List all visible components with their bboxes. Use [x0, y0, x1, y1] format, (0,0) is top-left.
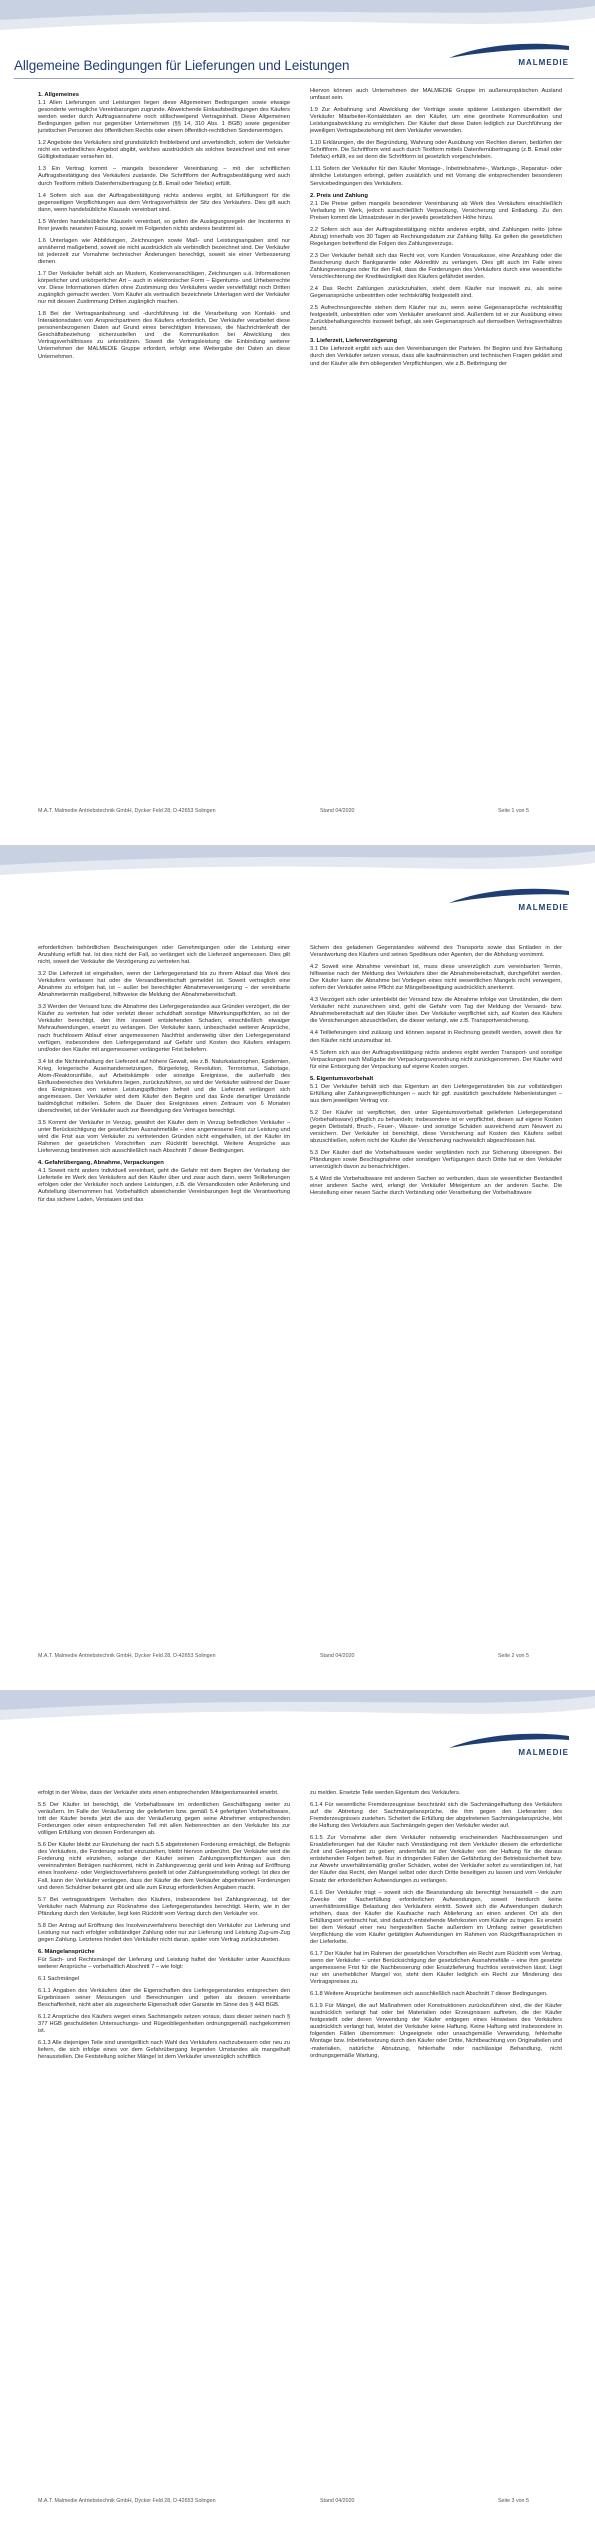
header-band — [0, 845, 595, 881]
footer-date: Stand 04/2020 — [320, 2498, 355, 2504]
clause-paragraph: 6.1.3 Alle diejenigen Teile sind unentgeltlich nach Wahl des Verkäufers nachzubessern oder neu zu liefern, die sich infolge eines vor dem Gefahrübergang liegenden Umstandes als mangelhaft herausstellen. Die Feststellung solcher Mängel ist dem Verkäufer unverzüglich schriftlich — [38, 2040, 290, 2061]
page-3 — [0, 1690, 595, 2535]
clause-paragraph: Hiervon können auch Unternehmen der MALMEDIE Gruppe im außereuropäischen Ausland umfasst sein. — [310, 88, 562, 102]
clause-paragraph: 4.2 Soweit eine Abnahme vereinbart ist, muss diese unverzüglich zum vereinbarten Termin, hilfsweise nach der Meldung des Verkäufers über die Abnahmebereitschaft, durchgeführt werden. Der Käufer kann die Abnahme bei Vorliegen eines nicht wesentlichen Mangels nicht verweigern, sofern der Verkäufer seine Pflicht zur Mängelbeseitigung ausdrücklich anerkennt. — [310, 964, 562, 992]
clause-paragraph: 2.2 Sofern sich aus der Auftragsbestätigung nichts anderes ergibt, sind Zahlungen netto (ohne Abzug) innerhalb von 30 Tagen ab Rechnungsdatum zur Zahlung fällig. Es gelten die gesetzlichen Regelungen betreffend die Folgen des Zahlungsverzugs. — [310, 226, 562, 247]
page-2 — [0, 845, 595, 1690]
page-title: Allgemeine Bedingungen für Lieferungen und Leistungen — [14, 58, 350, 73]
footer-company: M.A.T. Malmedie Antriebstechnik GmbH, Dycker Feld 28, D-42653 Solingen — [38, 1653, 216, 1659]
clause-paragraph: 1.5 Werden handelsübliche Klauseln vereinbart, so gelten die Auslegungsregeln der Incoterms in ihrer jeweils neuesten Fassung, soweit im Folgenden nichts anderes bestimmt ist. — [38, 218, 290, 232]
clause-paragraph: zu melden. Ersetzte Teile werden Eigentum des Verkäufers. — [310, 1790, 461, 1796]
clause-paragraph: 5.4 Wird die Vorbehaltsware mit anderen Sachen so verbunden, dass sie wesentlicher Bestandteil einer anderen Sache wird, erlangt der Verkäufer Miteigentum an der anderen Sache. Die Herstellung einer neuen Sache durch Verbindung oder Verarbeitung der Vorbehaltsware — [310, 1176, 562, 1197]
clause-paragraph: 1.1 Allen Lieferungen und Leistungen liegen diese Allgemeinen Bedingungen sowie etwaige gesonderte vertragliche Vereinbarungen zugrunde. Abweichende Einkaufsbedingungen des Käufers werden weder durch Auftragsannahme noch stillschweigend Vertragsinhalt. Diese Allgemeinen Bedingungen gelten nur gegenüber Unternehmen (§§ 14, 310 Abs. 1 BGB) sowie gegenüber juristischen Personen des öffentlichen Rechts oder einem öffentlich-rechtlichen Sondervermögen. — [38, 100, 290, 135]
footer-date: Stand 04/2020 — [320, 1653, 355, 1659]
right-column — [310, 88, 562, 793]
clause-paragraph: 4.3 Verzögert sich oder unterbleibt der Versand bzw. die Abnahme infolge von Umständen, die dem Verkäufer nicht zuzurechnen sind, geht die Gefahr vom Tag der Meldung der Versand- bzw. Abnahmebereitschaft auf den Käufer über. Der Verkäufer verpflichtet sich, auf Kosten des Käufers die Versicherungen abzuschließen, die dieser verlangt, wie z.B. Transportversicherung. — [310, 997, 562, 1025]
clause-paragraph: 2.1 Die Preise gelten mangels besonderer Vereinbarung ab Werk des Verkäufers einschließlich Verladung im Werk, jedoch ausschließlich Verpackung, Versicherung und Entladung. Zu den Preisen kommt die Umsatzsteuer in der jeweils gesetzlichen Höhe hinzu. — [310, 200, 562, 221]
clause-paragraph: 3.4 Ist die Nichteinhaltung der Lieferzeit auf höhere Gewalt, wie z.B. Naturkatastrophen, Epidemien, Krieg, kriegerische Auseinandersetzungen, Bürgerkrieg, Revolution, Terrorismus, Sabotage, Atom-/Reaktorunfälle, auf Arbeitskämpfe oder sonstige Ereignisse, die außerhalb des Einflussbereiches des Verkäufers liegen, zurückzuführen, so wird der Verkäufer während der Dauer des Ereignisses von seinen Leistungspflichten befreit und die Lieferzeit verlängert sich angemessen. Der Verkäufer wird dem Käufer den Beginn und das Ende derartiger Umstände baldmöglichst mitteilen. Sofern die Dauer des Ereignisses einen Zeitraum von 6 Monaten überschreitet, ist der Verkäufer auch zur Beendigung des Vertrages berechtigt. — [38, 1058, 290, 1114]
clause-paragraph: 1.9 Zur Anbahnung und Abwicklung der Verträge sowie späterer Leistungen übermittelt der Verkäufer Mitarbeiter-Kontaktdaten an den Käufer, um eine geordnete Kommunikation und Leistungsabwicklung zu ermöglichen. Der Käufer darf diese Daten lediglich zur Durchführung der jeweiligen Vertragsbeziehung mit dem Verkäufer verwenden. — [310, 107, 562, 135]
clause-paragraph: 6.1.2 Ansprüche des Käufers wegen eines Sachmangels setzen voraus, dass dieser seinen nach § 377 HGB geschuldeten Untersuchungs- und Rügeobliegenheiten ordnungsgemäß nachgekommen ist. — [38, 2014, 290, 2035]
clause-paragraph: 6.1.5 Zur Vornahme aller dem Verkäufer notwendig erscheinenden Nachbesserungen und Ersatzlieferungen hat der Käufer nach Verständigung mit dem Verkäufer diesem die erforderliche Zeit und Gelegenheit zu geben; andernfalls ist der Verkäufer von der Haftung für die daraus entstehenden Folgen befreit. Nur in dringenden Fällen der Gefährdung der Betriebssicherheit bzw. zur Abwehr unverhältnismäßig großer Schäden, wobei der Verkäufer sofort zu verständigen ist, hat der Käufer das Recht, den Mangel selbst oder durch Dritte beseitigen zu lassen und vom Verkäufer Ersatz der erforderlichen Aufwendungen zu verlangen. — [310, 1835, 562, 1884]
clause-paragraph: 5.8 Der Antrag auf Eröffnung des Insolvenzverfahrens berechtigt den Verkäufer zur Lieferung und Leistung nur nach erfolgter vollständiger Zahlung oder nur zur Lieferung und Leistung Zug-um-Zug gegen Zahlung. Letzteres hindert den Verkäufer nicht daran, später vom Vertrag zurückzutreten. — [38, 1922, 290, 1943]
clause-paragraph: 1.4 Sofern sich aus der Auftragsbestätigung nichts anderes ergibt, ist Erfüllungsort für die gegenseitigen Verpflichtungen aus dem Vertragsverhältnis der Sitz des Verkäufers. Dies gilt auch dann, wenn handelsübliche Klauseln vereinbart sind. — [38, 192, 290, 213]
clause-paragraph: 4.1 Soweit nicht anders individuell vereinbart, geht die Gefahr mit dem Beginn der Verladung der Lieferteile im Werk des Verkäufers auf den Käufer über und zwar auch dann, wenn Teillieferungen erfolgen oder der Verkäufer noch andere Leistungen, z.B. die Versandkosten oder Anlieferung und Aufstellung übernommen hat. Vorbehaltlich abweichender Vereinbarungen liegt die Verantwortung für das sichere Laden, Verstauen und das — [38, 1168, 290, 1203]
clause-paragraph: 6.1.1 Angaben des Verkäufers über die Eigenschaften des Liefergegenstandes entsprechen den Ergebnissen seiner Messungen und Berechnungen und gelten als dessen vereinbarte Beschaffenheit, nicht aber als zugesicherte Eigenschaft oder Garantie im Sinne des § 443 BGB. — [38, 1988, 290, 2009]
clause-paragraph: 3.2 Die Lieferzeit ist eingehalten, wenn der Liefergegenstand bis zu ihrem Ablauf das Werk des Verkäufers verlassen hat oder die Versandbereitschaft gemeldet ist. Soweit vertraglich eine Abnahme zu erfolgen hat, ist – außer bei berechtigter Abnahmeverweigerung – der vereinbarte Abnahmetermin maßgebend, hilfsweise die Meldung der Abnahmebereitschaft. — [38, 971, 290, 999]
clause-paragraph: Für Sach- und Rechtsmängel der Lieferung und Leistung haftet der Verkäufer unter Ausschluss weiterer Ansprüche – vorbehaltlich Abschnitt 7 – wie folgt: — [38, 1956, 290, 1970]
clause-paragraph: 6.1.8 Weitere Ansprüche bestimmen sich ausschließlich nach Abschnitt 7 dieser Bedingungen. — [310, 1991, 548, 1998]
section-heading: 4. Gefahrübergang, Abnahme, Verpackungen — [38, 1160, 164, 1167]
clause-paragraph: 1.7 Der Verkäufer behält sich an Mustern, Kostenvoranschlägen, Zeichnungen u.ä. Informationen körperlicher und unkörperlicher Art – auch in elektronischer Form – Eigentums- und Urheberrechte vor. Diese Informationen dürfen ohne Zustimmung des Verkäufers weder vervielfältigt noch Dritten zugänglich gemacht werden. Vom Käufer als vertraulich bezeichnete Unterlagen wird der Verkäufer nur mit dessen Zustimmung Dritten zugänglich machen. — [38, 270, 290, 306]
footer-page-number: Seite 1 von 5 — [498, 808, 529, 814]
left-column — [38, 945, 290, 1640]
section-heading: 6. Mängelansprüche — [38, 1948, 95, 1955]
clause-paragraph: 6.1.4 Für wesentliche Fremderzeugnisse beschränkt sich die Sachmängelhaftung des Verkäufers auf die Abtretung der Sachmängelansprüche, die ihm gegen den Lieferanten des Fremderzeugnisses zustehen. Scheitert die Erfüllung der abgetretenen Sachmängelansprüche, lebt die Haftung des Verkäufers aus Sachmängeln gegen den Verkäufer wieder auf. — [310, 1802, 562, 1830]
clause-paragraph: 5.2 Der Käufer ist verpflichtet, den unter Eigentumsvorbehalt gelieferten Liefergegenstand (Vorbehaltsware) pfleglich zu behandeln; insbesondere ist er verpflichtet, diesen auf eigene Kosten gegen Diebstahl, Bruch-, Feuer-, Wasser- und sonstige Schäden ausreichend zum Neuwert zu versichern. Der Verkäufer ist berechtigt, diese Versicherung auf Kosten des Käufers selbst abzuschließen, sofern nicht der Käufer die Versicherung nachweislich abgeschlossen hat. — [310, 1109, 562, 1145]
clause-paragraph: 1.10 Erklärungen, die der Begründung, Wahrung oder Ausübung von Rechten dienen, bedürfen der Schriftform. Die Schriftform wird auch durch Textform mittels Datenfernübertragung (z.B. Email oder Telefax) erfüllt, es sei denn die Schriftform ist gesetzlich vorgeschrieben. — [310, 140, 562, 161]
clause-paragraph: 6.1 Sachmängel — [38, 1976, 80, 1983]
footer-date: Stand 04/2020 — [320, 808, 355, 814]
malmedie-logo: MALMEDIE — [429, 885, 569, 913]
clause-paragraph: erforderlichen behördlichen Bescheinigungen oder Genehmigungen oder die Leistung einer Anzahlung erfüllt hat. Ist dies nicht der Fall, so verlängert sich die Lieferzeit angemessen. Dies gilt nicht, soweit der Verkäufer die Verzögerung zu vertreten hat. — [38, 945, 290, 966]
page-1 — [0, 0, 595, 845]
right-column — [310, 1790, 562, 2485]
header-band — [0, 0, 595, 36]
clause-paragraph: 6.1.9 Für Mängel, die auf Maßnahmen oder Konstruktionen zurückzuführen sind, die der Käufer ausdrücklich verlangt hat oder bei Materialien oder Erzeugnissen auftreten, die der Käufer festgestellt oder deren Verwendung der Käufer entgegen eines Hinweises des Verkäufers ausdrücklich verlangt hat, leistet der Verkäufer keine Haftung. Keine Haftung wird insbesondere in folgenden Fällen übernommen: Ungeeignete oder unsachgemäße Verwendung, fehlerhafte Montage bzw. Inbetriebsetzung durch den Käufer oder Dritte, Nichtbeachtung von Originalteilen und -materialien, natürliche Abnutzung, fehlerhafte oder nachlässige Behandlung, nicht ordnungsgemäße Wartung, — [310, 2003, 562, 2059]
clause-paragraph: 3.1 Die Lieferzeit ergibt sich aus den Vereinbarungen der Parteien. Ihr Beginn und ihre Einhaltung durch den Verkäufer setzen voraus, dass alle kaufmännischen und technischen Fragen geklärt sind und der Käufer alle ihm obliegenden Verpflichtungen, wie z.B. Beibringung der — [310, 346, 562, 367]
clause-paragraph: 1.11 Sofern der Verkäufer für den Käufer Montage-, Inbetriebnahme-, Wartungs-, Reparatur- oder ähnliche Leistungen erbringt, gelten zusätzlich und mit Vorrang die entsprechenden besonderen Servicebedingungen des Verkäufers. — [310, 166, 562, 187]
clause-paragraph: 5.3 Der Käufer darf die Vorbehaltsware weder verpfänden noch zur Sicherung übereignen. Bei Pfändungen sowie Beschlagnahme oder sonstigen Verfügungen durch Dritte hat er den Verkäufer unverzüglich davon zu benachrichtigen. — [310, 1150, 562, 1171]
clause-paragraph: 1.6 Unterlagen wie Abbildungen, Zeichnungen sowie Maß- und Leistungsangaben sind nur annähernd maßgebend, soweit sie nicht ausdrücklich als verbindlich bezeichnet sind. Der Verkäufer ist jederzeit zur Vornahme technischer Änderungen berechtigt, soweit sie einer Verbesserung dienen. — [38, 237, 290, 265]
clause-paragraph: 5.7 Bei vertragswidrigem Verhalten des Käufers, insbesondere bei Zahlungsverzug, ist der Verkäufer nach Mahnung zur Rücknahme des Liefergegenstandes berechtigt. Hierin, wie in der Pfändung durch den Verkäufer, liegt kein Rücktritt vom Vertrag durch den Verkäufer vor. — [38, 1896, 290, 1917]
clause-paragraph: 2.4 Das Recht Zahlungen zurückzuhalten, steht dem Käufer nur insoweit zu, als seine Gegenansprüche unbestritten oder rechtskräftig festgestellt sind. — [310, 286, 562, 300]
left-column — [38, 1790, 290, 2485]
clause-paragraph: 5.6 Der Käufer bleibt zur Einziehung der nach 5.5 abgetretenen Forderung ermächtigt, die Befugnis des Verkäufers, die Forderung selbst einzuziehen, bleibt hiervon unberührt. Der Verkäufer wird die Forderung nicht einziehen, solange der Käufer seinen Zahlungsverpflichtungen aus den vereinnahmten Beträgen nachkommt, nicht in Zahlungsverzug gerät und kein Antrag auf Eröffnung eines Insolvenz- oder Vergleichsverfahrens gestellt ist oder Zahlungseinstellung vorliegt. Ist dies der Fall, kann der Verkäufer verlangen, dass der Käufer die dem Verkäufer abgetretenen Forderungen und deren Schuldner bekannt gibt und alle zum Einzug erforderlichen Angaben macht. — [38, 1842, 290, 1891]
footer-company: M.A.T. Malmedie Antriebstechnik GmbH, Dycker Feld 28, D-42653 Solingen — [38, 808, 216, 814]
clause-paragraph: 1.2 Angebote des Verkäufers sind grundsätzlich freibleibend und unverbindlich, sofern der Verkäufer nicht ein verbindliches Angebot abgibt, welches ausdrücklich als solches bezeichnet und mit einer Gültigkeitsdauer versehen ist. — [38, 140, 290, 161]
footer-company: M.A.T. Malmedie Antriebstechnik GmbH, Dycker Feld 28, D-42653 Solingen — [38, 2498, 216, 2504]
title-rule — [14, 78, 574, 79]
clause-paragraph: 5.1 Der Verkäufer behält sich das Eigentum an den Liefergegenständen bis zur vollständigen Erfüllung aller Zahlungsverpflichtungen – auch für ggf. zusätzlich geschuldete Nebenleistungen – aus dem jeweiligen Vertrag vor. — [310, 1083, 562, 1104]
clause-paragraph: 2.5 Aufrechnungsrechte stehen dem Käufer nur zu, wenn seine Gegenansprüche rechtskräftig festgestellt, unbestritten oder vom Verkäufer anerkannt sind. Außerdem ist er zur Ausübung eines Zurückbehaltungsrechts insoweit befugt, als sein Gegenanspruch auf demselben Vertragsverhältnis beruht. — [310, 305, 562, 333]
header-band — [0, 1690, 595, 1726]
malmedie-logo: MALMEDIE — [429, 1730, 569, 1758]
clause-paragraph: 6.1.7 Der Käufer hat im Rahmen der gesetzlichen Vorschriften ein Recht zum Rücktritt vom Vertrag, wenn der Verkäufer – unter Berücksichtigung der gesetzlichen Ausnahmefälle – eine ihm gesetzte angemessene Frist für die Nachbesserung oder Ersatzlieferung fruchtlos verstreichen lässt. Liegt nur ein unerheblicher Mangel vor, steht dem Käufer lediglich ein Recht zur Minderung des Vertragspreises zu. — [310, 1950, 562, 1986]
section-heading: 2. Preis und Zahlung — [310, 192, 368, 199]
left-column — [38, 88, 290, 793]
clause-paragraph: 6.1.6 Der Verkäufer trägt – soweit sich die Beanstandung als berechtigt herausstellt – die zum Zwecke der Nacherfüllung erforderlichen Aufwendungen, soweit hierdurch keine unverhältnismäßige Belastung des Verkäufers eintritt. Soweit sich die Aufwendungen dadurch erhöhen, dass der Käufer die Kaufsache nach Ablieferung an einen anderen Ort als den Erfüllungsort verbracht hat, sind dadurch entstehende Mehrkosten vom Käufer zu tragen. Es ersetzt bei dem Verkauf einer neu hergestellten Sache außerdem im Umfang seiner gesetzlichen Verpflichtung die vom Käufer getätigten Aufwendungen im Rahmen von Rückgriffsansprüchen in der Lieferkette. — [310, 1889, 562, 1945]
malmedie-logo: MALMEDIE — [429, 40, 569, 68]
section-heading: 5. Eigentumsvorbehalt — [310, 1075, 374, 1082]
footer-page-number: Seite 3 von 5 — [498, 2498, 529, 2504]
section-heading: 1. Allgemeines — [38, 92, 80, 98]
clause-paragraph: Sichern des geladenen Gegenstandes während des Transports sowie das Entladen in der Verantwortung des Käufers und seines Spediteurs oder Agenten, der die Abholung vornimmt. — [310, 945, 562, 959]
clause-paragraph: 4.4 Teillieferungen sind zulässig und können separat in Rechnung gestellt werden, soweit dies für den Käufer nicht unzumutbar ist. — [310, 1030, 562, 1044]
clause-paragraph: 1.3 Ein Vertrag kommt – mangels besonderer Vereinbarung – mit der schriftlichen Auftragsbestätigung des Verkäufers zustande. Die Schriftform der Auftragsbestätigung wird auch durch Textform mittels Datenfernübertragung (z.B. Email oder Telefax) erfüllt. — [38, 166, 290, 187]
clause-paragraph: erfolgt in der Weise, dass der Verkäufer stets einen entsprechenden Miteigentumsanteil erwirbt. — [38, 1790, 279, 1796]
clause-paragraph: 5.5 Der Käufer ist berechtigt, die Vorbehaltsware im ordentlichen Geschäftsgang weiter zu veräußern. Im Falle der Veräußerung der gelieferten bzw. gemäß 5.4 gefertigten Vorbehaltsware, tritt der Käufer bereits jetzt die aus der Veräußerung gegen seine Abnehmer entsprechenden Forderungen oder einen entsprechenden Teil mit allen Nebenrechten an den Verkäufer bis zur völligen Erfüllung von dessen Forderungen ab. — [38, 1802, 290, 1837]
footer-page-number: Seite 2 von 5 — [498, 1653, 529, 1659]
clause-paragraph: 3.5 Kommt der Verkäufer in Verzug, gewährt der Käufer dem in Verzug befindlichen Verkäufer – unter Berücksichtigung der gesetzlichen Ausnahmefälle – eine angemessene Frist zur Leistung und wird die Frist aus vom Verkäufer zu vertretenden Gründen nicht eingehalten, ist der Käufer im Rahmen der gesetzlichen Vorschriften zum Rücktritt berechtigt. Weitere Ansprüche aus Lieferverzug bestimmen sich ausschließlich nach Abschnitt 7 dieser Bedingungen. — [38, 1120, 290, 1155]
clause-paragraph: 3.3 Werden der Versand bzw. die Abnahme des Liefergegenstandes aus Gründen verzögert, die der Käufer zu vertreten hat oder verletzt dieser schuldhaft sonstige Mitwirkungspflichten, so ist der Verkäufer berechtigt, den ihm insoweit entstehenden Schaden, einschließlich etwaiger Mehraufwendungen, ersetzt zu verlangen. Der Verkäufer kann, unbeschadet weiterer Ansprüche, nach fruchtlosem Ablauf einer angemessenen Nachfrist anderweitig über den Liefergegenstand verfügen, insbesondere den Liefergegenstand auf Gefahr und Kosten des Käufers einlagern und/oder den Käufer mit angemessener verlängerter Frist beliefern. — [38, 1004, 290, 1053]
clause-paragraph: 1.8 Bei der Vertragsanbahnung und -durchführung ist die Verarbeitung von Kontakt- und Interaktionsdaten von Ansprechpartnern des Käufers erforderlich. Der Verkäufer verarbeitet diese personenbezogenen Daten auf Grund eines berechtigten Interesses, die Nachrichtenkraft der Geschäftsbeziehung sicherzustellen und die Kommunikation bei Abwicklung des Vertragsverhältnisses zu unterstützen. Soweit die Vertragsleistung die Einbindung weiterer Unternehmen der MALMEDIE Gruppe erfordert, erfolgt eine Weitergabe der Daten an diese Unternehmen. — [38, 311, 290, 360]
right-column — [310, 945, 562, 1640]
clause-paragraph: 2.3 Der Verkäufer behält sich das Recht vor, vom Kunden Vorauskasse, eine Anzahlung oder die Besicherung durch Bankgarantie oder Akkreditiv zu verlangen. Dies gilt auch im Falle eines Zahlungsverzuges oder für den Fall, dass die Forderungen des Verkäufers durch eine wesentliche Verschlechterung der Kreditwürdigkeit des Käufers gefährdet werden. — [310, 252, 562, 281]
clause-paragraph: 4.5 Sofern sich aus der Auftragsbestätigung nichts anderes ergibt werden Transport- und sonstige Verpackungen nach Maßgabe der Verpackungsverordnung nicht zurückgenommen. Der Käufer wird für eine Entsorgung der Verpackung auf eigene Kosten sorgen. — [310, 1049, 562, 1070]
section-heading: 3. Lieferzeit, Lieferverzögerung — [310, 338, 398, 345]
